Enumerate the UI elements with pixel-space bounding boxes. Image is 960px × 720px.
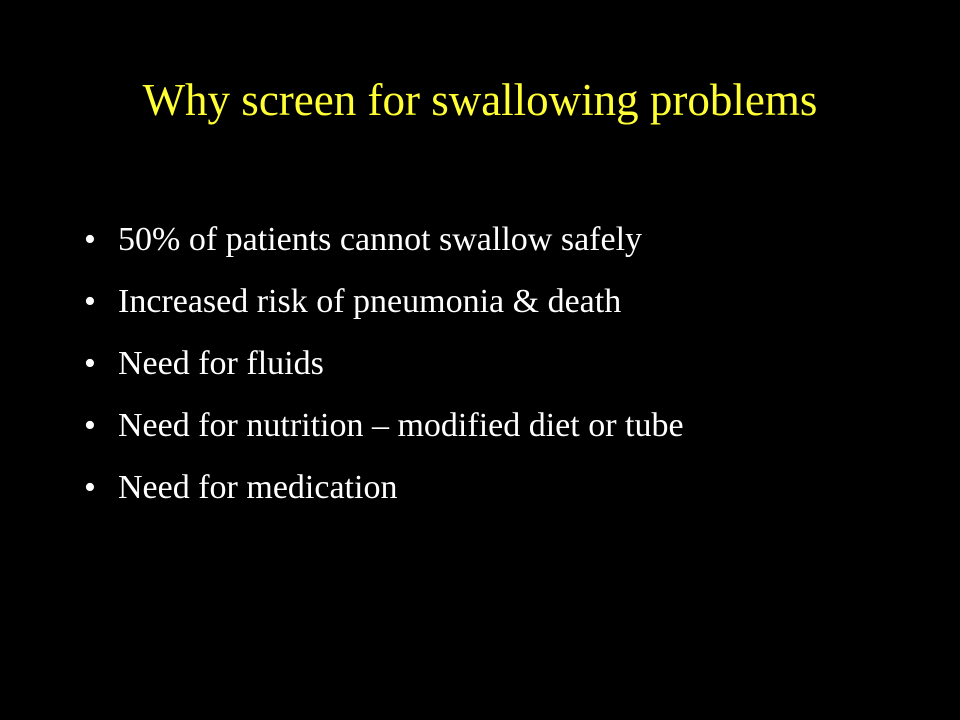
bullet-list xyxy=(84,220,924,530)
bullet-icon: • xyxy=(84,221,96,258)
bullet-item xyxy=(84,220,924,260)
bullet-icon: • xyxy=(84,345,96,382)
bullet-item xyxy=(84,282,924,322)
bullet-text: Need for nutrition – modified diet or tube xyxy=(118,407,684,444)
bullet-icon: • xyxy=(84,469,96,506)
slide-title: Why screen for swallowing problems xyxy=(142,75,818,125)
bullet-text: Increased risk of pneumonia & death xyxy=(118,283,622,320)
bullet-item xyxy=(84,468,924,508)
bullet-item xyxy=(84,344,924,384)
bullet-icon: • xyxy=(84,283,96,320)
bullet-text: 50% of patients cannot swallow safely xyxy=(118,221,643,258)
bullet-text: Need for fluids xyxy=(118,345,324,382)
bullet-text: Need for medication xyxy=(118,469,398,506)
bullet-item xyxy=(84,406,924,446)
bullet-icon: • xyxy=(84,407,96,444)
